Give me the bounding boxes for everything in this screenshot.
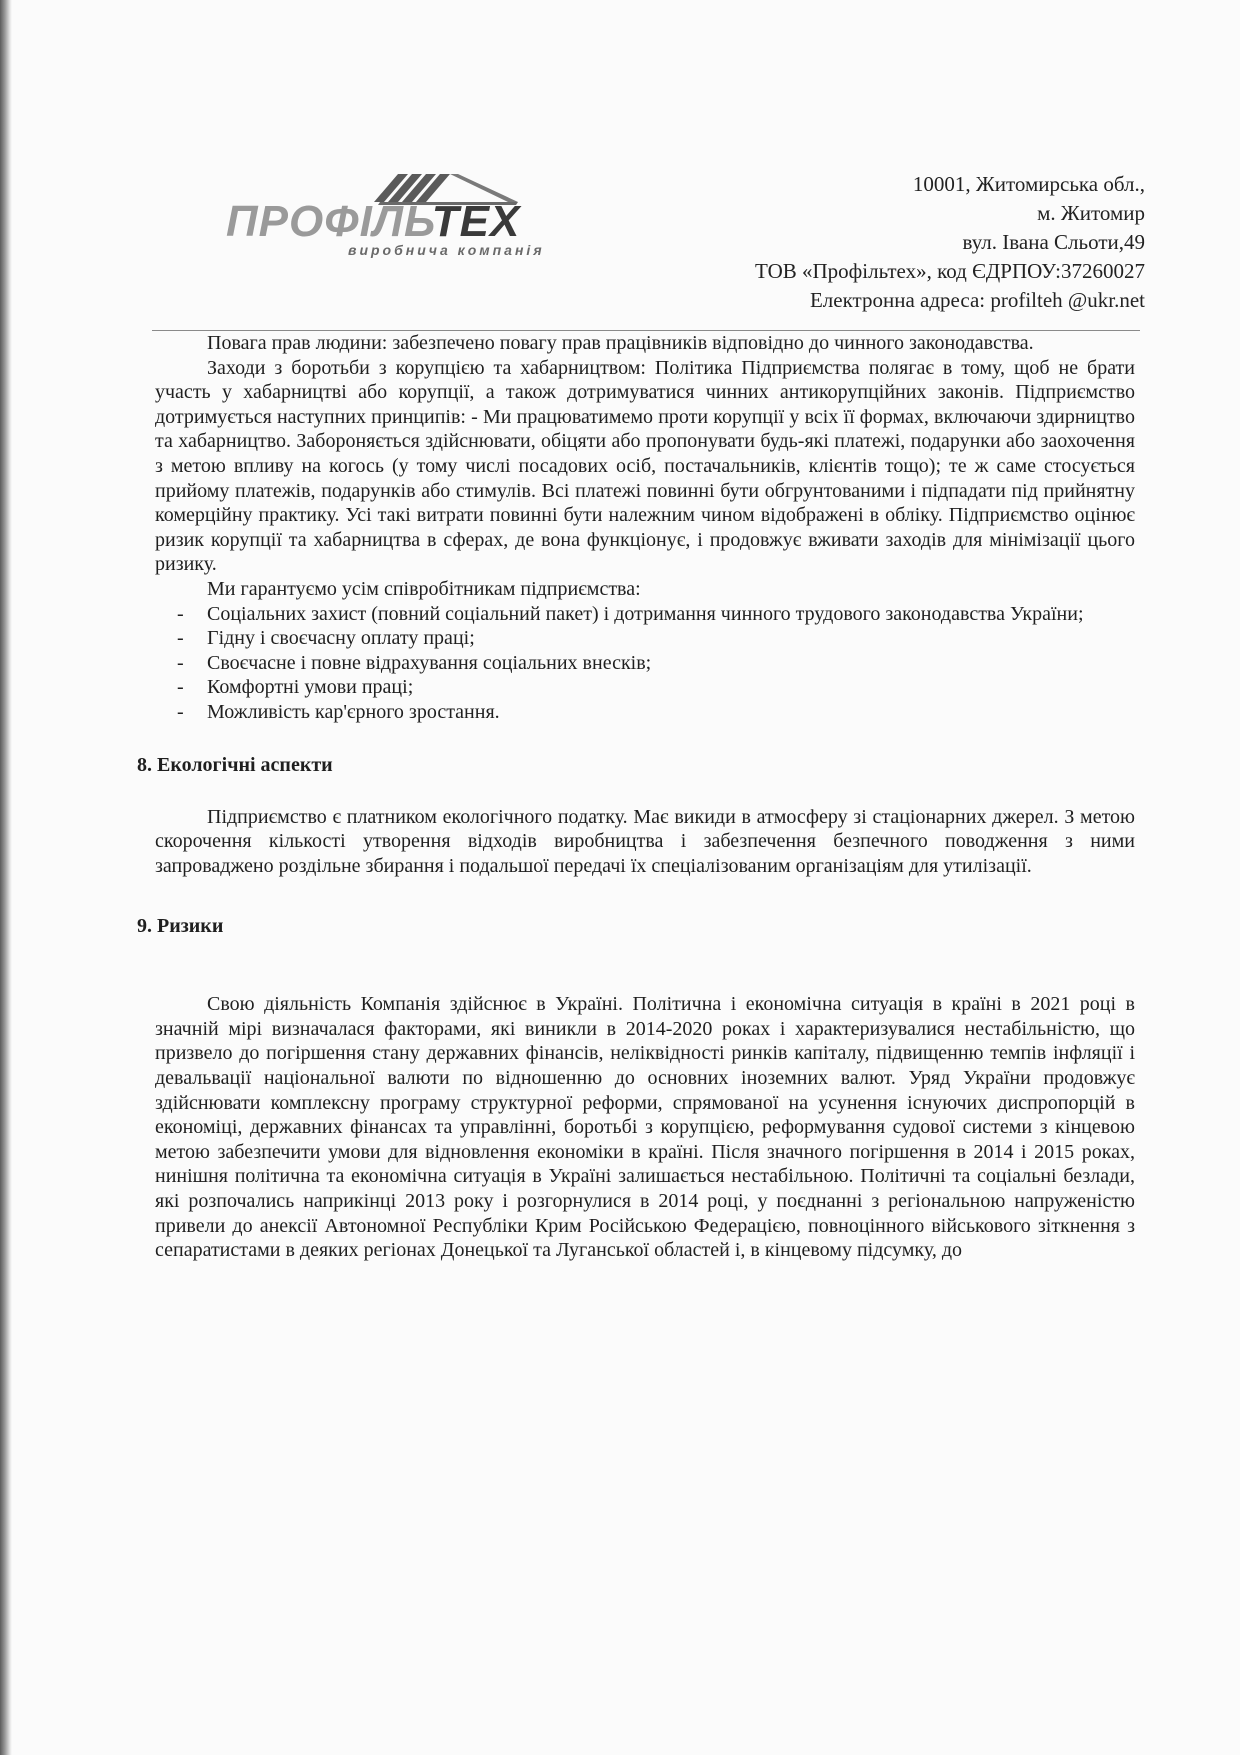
list-item-text: Можливість кар'єрного зростання. <box>207 700 500 723</box>
email-line: Електронна адреса: profilteh @ukr.net <box>809 288 1145 312</box>
address-line: 10001, Житомирська обл., <box>912 172 1145 196</box>
section-9-paragraph: Свою діяльність Компанія здійснює в Україні. Політична і економічна ситуація в країні в 2021 році в значній мірі визначалася факторами, які виникли в 2014-2020 роках і характеризувалися нестабільністю, що призвело до погіршення стану державних фінансів, неліквідності ринків капіталу, підвищенню темпів інфляції і девальвації національної валюти по відношенню до основних іноземних валют. Уряд України продовжує здійснювати комплексну програму структурної реформи, спрямованої на усунення існуючих диспропорцій в економіці, державних фінансах та управлінні, боротьбі з корупцією, реформування судової системи з кінцевою метою забезпечити умови для відновлення економіки в країні. Після значного погіршення в 2014 і 2015 роках, нинішня політична та економічна ситуація в Україні залишається нестабільною. Політичні та соціальні безлади, які розпочались наприкінці 2013 року і розгорнулися в 2014 році, у поєднанні з регіональною напруженістю привели до анексії Автономної Республіки Крим Російською Федерацією, повноцінного військового зіткнення з сепаратистами в деяких регіонах Донецької та Луганської областей і, в кінцевому підсумку, до <box>155 993 1135 1262</box>
address-line: вул. Івана Сльоти,49 <box>962 230 1145 254</box>
logo-tagline: виробнича компанія <box>348 242 545 258</box>
list-item <box>155 651 1135 676</box>
list-item <box>155 626 1135 651</box>
address-line: ТОВ «Профільтех», код ЄДРПОУ:37260027 <box>755 259 1145 283</box>
list-item <box>155 675 1135 700</box>
bullet-dash: - <box>177 602 184 625</box>
list-item-text: Комфортні умови праці; <box>207 676 414 699</box>
list-item <box>155 602 1135 627</box>
company-logo <box>226 172 576 262</box>
bullet-dash: - <box>177 700 184 723</box>
scan-shadow-edge <box>0 0 12 1755</box>
list-item <box>155 700 1135 725</box>
paragraph-anticorruption: Заходи з боротьби з корупцією та хабарництвом: Політика Підприємства полягає в тому, щоб не брати участь у хабарництві або корупції, а також дотримуватися чинних антикорупційних законів. Підприємство дотримується наступних принципів: - Ми працюватимемо проти корупції у всіх її формах, включаючи здирництво та хабарництво. Забороняється здійснювати, обіцяти або пропонувати будь-які платежі, подарунки або заохочення з метою впливу на когось (у тому числі посадових осіб, постачальників, клієнтів тощо); те ж саме стосується прийому платежів, подарунків або стимулів. Всі платежі повинні бути обгрунтованими і підпадати під прийнятну комерційну практику. Усі такі витрати повинні бути належним чином відображені в обліку. Підприємство оцінює ризик корупції та хабарництва в сферах, де вона функціонує, і продовжує вживати заходів для мінімізації цього ризику. <box>155 356 1135 576</box>
bullet-dash: - <box>177 676 184 699</box>
company-address-block <box>755 170 1145 315</box>
list-item-text: Своєчасне і повне відрахування соціальних внесків; <box>207 651 652 674</box>
guarantee-intro: Ми гарантуємо усім співробітникам підприємства: <box>207 577 641 600</box>
address-line: м. Житомир <box>1037 201 1145 225</box>
logo-wordmark <box>226 197 521 246</box>
guarantee-list <box>155 602 1135 725</box>
bullet-dash: - <box>177 651 184 674</box>
logo-wordmark-part1: ПРОФІЛЬ <box>226 197 432 246</box>
section-8-heading: 8. Екологічні аспекти <box>137 753 333 776</box>
document-body <box>137 331 1135 1263</box>
section-9-heading: 9. Ризики <box>137 915 224 938</box>
section-8-paragraph: Підприємство є платником екологічного податку. Має викиди в атмосферу зі стаціонарних джерел. З метою скорочення кількості утворення відходів виробництва і забезпечення безпечного поводження з ними запроваджено роздільне збирання і подальшої передачі їх спеціалізованим організаціям для утилізації. <box>155 805 1135 877</box>
paragraph-human-rights: Повага прав людини: забезпечено повагу прав працівників відповідно до чинного законодавства. <box>207 332 1034 354</box>
list-item-text: Гідну і своєчасну оплату праці; <box>207 627 475 650</box>
bullet-dash: - <box>177 627 184 650</box>
list-item-text: Соціальних захист (повний соціальний пакет) і дотримання чинного трудового законодавства України; <box>207 602 1084 625</box>
logo-wordmark-part2: ТЕХ <box>431 197 521 246</box>
